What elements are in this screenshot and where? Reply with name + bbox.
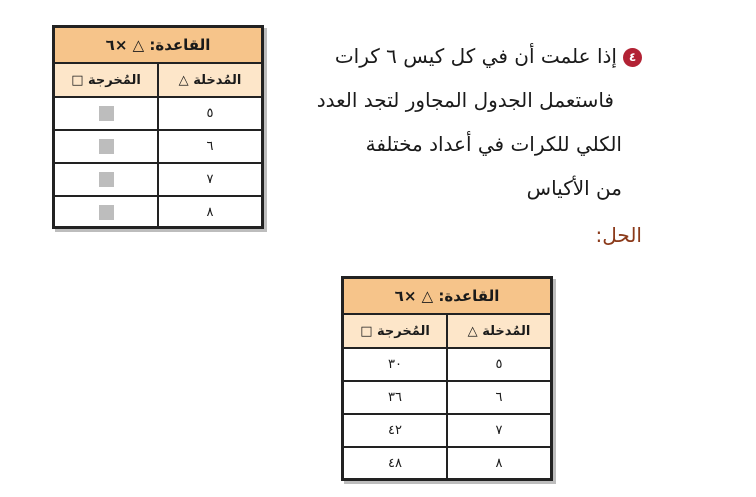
- column-headers: [55, 64, 261, 98]
- question-number-badge: ٤: [623, 48, 642, 67]
- question-line-4: من الأكياس: [526, 176, 622, 200]
- output-cell: [55, 197, 157, 228]
- table-row: [55, 197, 261, 228]
- input-cell: ٦: [157, 131, 261, 162]
- blank-answer-box[interactable]: [99, 106, 114, 121]
- table-row: [344, 382, 550, 415]
- output-cell: ٣٠: [388, 357, 402, 372]
- output-cell: ٣٦: [388, 390, 402, 405]
- question-line-1: ٤إذا علمت أن في كل كيس ٦ كرات: [335, 46, 642, 67]
- blank-answer-box[interactable]: [99, 139, 114, 154]
- rule-text: القاعدة: △ ×٦: [105, 36, 211, 54]
- output-cell: [55, 131, 157, 162]
- output-column-header: المُخرجة □: [360, 323, 430, 339]
- blank-answer-box[interactable]: [99, 205, 114, 220]
- input-cell: ٧: [157, 164, 261, 195]
- output-cell: ٤٢: [388, 423, 402, 438]
- table-row: [344, 415, 550, 448]
- column-headers: [344, 315, 550, 349]
- table-row: [55, 164, 261, 197]
- table-row: [55, 98, 261, 131]
- question-line-3: الكلي للكرات في أعداد مختلفة: [365, 132, 622, 156]
- input-cell: ٦: [446, 382, 550, 413]
- output-column-header: المُخرجة □: [71, 72, 141, 88]
- question-line-2: فاستعمل الجدول المجاور لتجد العدد: [316, 88, 614, 112]
- solution-label: الحل:: [595, 223, 642, 247]
- table-row: [55, 131, 261, 164]
- input-cell: ٧: [446, 415, 550, 446]
- rule-text: القاعدة: △ ×٦: [394, 287, 500, 305]
- table-row: [344, 448, 550, 479]
- input-column-header: المُدخلة △: [157, 64, 261, 96]
- rule-header: [55, 28, 261, 64]
- output-cell: ٤٨: [388, 456, 402, 471]
- rule-table-answer: [341, 276, 553, 481]
- input-cell: ٥: [446, 349, 550, 380]
- blank-answer-box[interactable]: [99, 172, 114, 187]
- input-cell: ٨: [157, 197, 261, 228]
- rule-header: [344, 279, 550, 315]
- input-column-header: المُدخلة △: [446, 315, 550, 347]
- output-cell: [55, 98, 157, 129]
- input-cell: ٥: [157, 98, 261, 129]
- rule-table-question: [52, 25, 264, 229]
- output-cell: [55, 164, 157, 195]
- table-row: [344, 349, 550, 382]
- input-cell: ٨: [446, 448, 550, 479]
